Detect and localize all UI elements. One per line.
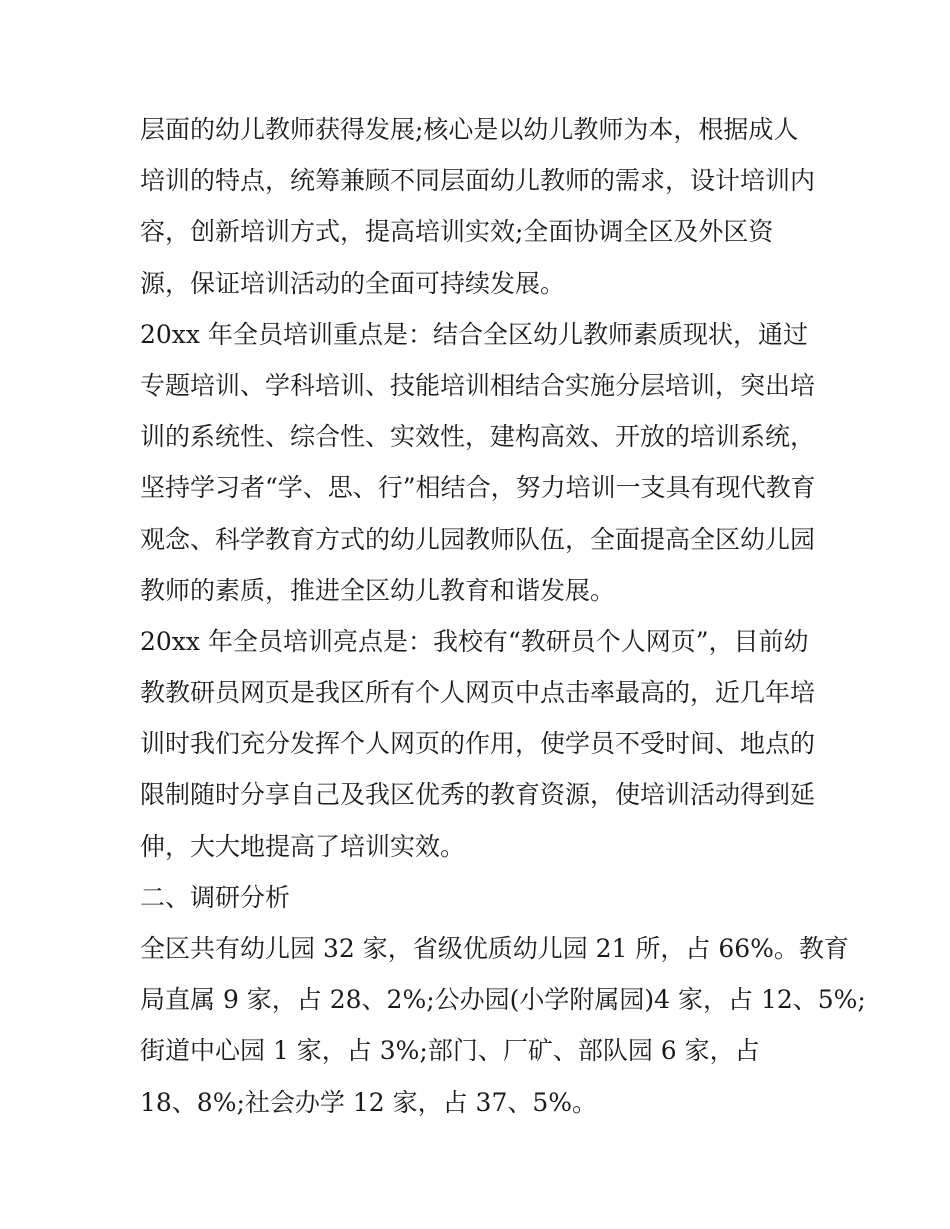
document-body — [140, 104, 866, 1128]
text-line: 伸，大大地提高了培训实效。 — [140, 831, 466, 861]
text-line: 培训的特点，统筹兼顾不同层面幼儿教师的需求，设计培训内 — [140, 166, 816, 196]
text-line: 专题培训、学科培训、技能培训相结合实施分层培训，突出培 — [140, 370, 816, 400]
text-line: 20xx 年全员培训亮点是：我校有“教研员个人网页”，目前幼 — [140, 626, 809, 656]
text-line: 坚持学习者“学、思、行”相结合，努力培训一支具有现代教育 — [140, 473, 816, 503]
text-line: 层面的幼儿教师获得发展;核心是以幼儿教师为本，根据成人 — [140, 115, 799, 144]
text-line: 18、8%;社会办学 12 家，占 37、5%。 — [140, 1087, 598, 1117]
text-line: 教教研员网页是我区所有个人网页中点击率最高的，近几年培 — [140, 678, 816, 708]
text-line: 训的系统性、综合性、实效性，建构高效、开放的培训系统， — [140, 422, 816, 452]
text-line: 限制随时分享自己及我区优秀的教育资源，使培训活动得到延 — [140, 780, 816, 810]
text-line: 观念、科学教育方式的幼儿园教师队伍，全面提高全区幼儿园 — [140, 524, 816, 554]
text-line: 训时我们充分发挥个人网页的作用，使学员不受时间、地点的 — [140, 729, 816, 759]
text-line: 20xx 年全员培训重点是：结合全区幼儿教师素质现状，通过 — [140, 319, 808, 349]
section-heading: 二、调研分析 — [140, 882, 291, 912]
text-line: 街道中心园 1 家，占 3%;部门、厂矿、部队园 6 家，占 — [140, 1036, 760, 1066]
text-line: 局直属 9 家，占 28、2%;公办园(小学附属园)4 家，占 12、5%; — [140, 985, 866, 1015]
text-line: 全区共有幼儿园 32 家，省级优质幼儿园 21 所，占 66%。教育 — [140, 934, 849, 963]
text-line: 源，保证培训活动的全面可持续发展。 — [140, 268, 566, 298]
text-line: 教师的素质，推进全区幼儿教育和谐发展。 — [140, 575, 616, 605]
text-line: 容，创新培训方式，提高培训实效;全面协调全区及外区资 — [140, 217, 774, 247]
